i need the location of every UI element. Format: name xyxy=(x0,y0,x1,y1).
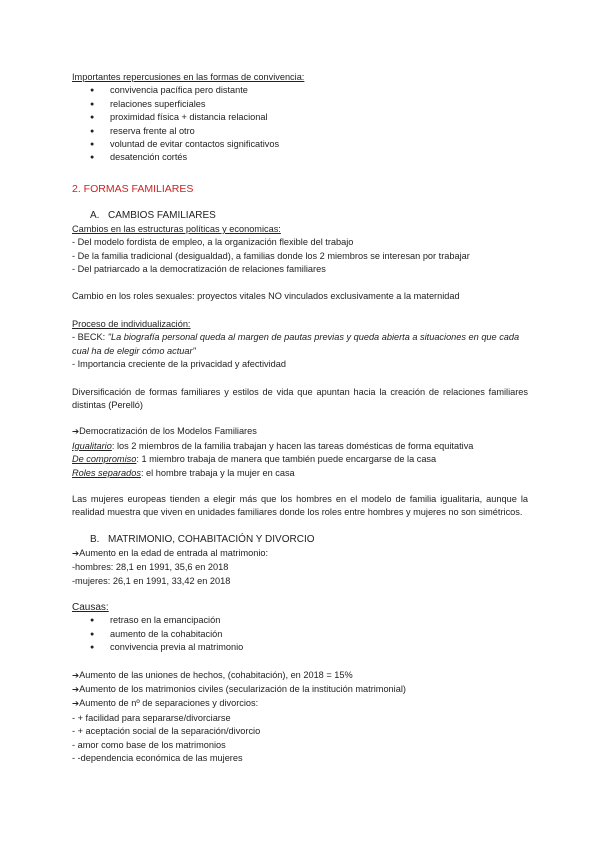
causas-list xyxy=(72,614,528,654)
unions-text: Aumento de las uniones de hechos, (cohabitación), en 2018 = 15% xyxy=(79,669,353,680)
diversification-paragraph: Diversificación de formas familiares y estilos de vida que apuntan hacia la creación de relaciones familiares distintas (Perelló) xyxy=(72,386,528,410)
list-item: ● reserva frente al otro xyxy=(72,125,528,138)
text-line: - Del modelo fordista de empleo, a la organización flexible del trabajo xyxy=(72,237,354,248)
text-line: - + facilidad para separarse/divorciarse xyxy=(72,712,231,723)
civil-line xyxy=(72,683,528,697)
text-line: - De la familia tradicional (desigualdad), a familias donde los 2 miembros se interesan por trabajar xyxy=(72,250,470,261)
list-item: ● relaciones superficiales xyxy=(72,98,528,111)
european-paragraph: Las mujeres europeas tienden a elegir más que los hombres en el modelo de familia igualitaria, aunque la realidad muestra que viven en unidades familiares donde los roles entre hombres y mujeres no son simétricos. xyxy=(72,493,528,518)
model-term: Igualitario xyxy=(72,440,112,451)
individualizacion-heading: Proceso de individualización: xyxy=(72,318,191,329)
causas-heading: Causas: xyxy=(72,601,109,613)
convivencia-heading: Importantes repercusiones en las formas de convivencia: xyxy=(72,72,305,82)
text-line: - + aceptación social de la separación/divorcio xyxy=(72,726,261,737)
list-item: ● convivencia pacífica pero distante xyxy=(72,84,528,97)
model-desc: : 1 miembro trabaja de manera que también puede encargarse de la casa xyxy=(136,454,437,465)
model-term: Roles separados xyxy=(72,467,141,478)
beck-prefix: - BECK: xyxy=(72,332,108,343)
list-item: ● voluntad de evitar contactos significativos xyxy=(72,138,528,151)
women-line: -mujeres: 26,1 en 1991, 33,42 en 2018 xyxy=(72,575,231,586)
model-term: De compromiso xyxy=(72,454,137,465)
separations-text: Aumento de nº de separaciones y divorcios: xyxy=(79,698,259,709)
arrow-icon: ➔ xyxy=(72,699,80,710)
separations-line xyxy=(72,697,528,711)
list-item: ● convivencia previa al matrimonio xyxy=(72,641,528,654)
subsection-title-a xyxy=(72,209,528,223)
subsection-letter: B. xyxy=(90,533,100,545)
subsection-letter: A. xyxy=(90,209,100,221)
document-page xyxy=(72,71,528,765)
democratizacion-text: Democratización de los Modelos Familiares xyxy=(79,426,257,437)
civil-text: Aumento de los matrimonios civiles (secularización de la institución matrimonial) xyxy=(79,684,406,694)
arrow-icon: ➔ xyxy=(72,548,80,559)
list-item: ● proximidad física + distancia relacional xyxy=(72,111,528,124)
subsection-title-b xyxy=(72,533,528,547)
arrow-icon: ➔ xyxy=(72,670,80,681)
model-line xyxy=(72,440,528,453)
model-desc: : el hombre trabaja y la mujer en casa xyxy=(140,467,295,478)
convivencia-list xyxy=(72,84,528,164)
model-desc: : los 2 miembros de la familia trabajan y hacen las tareas domésticas de forma equitativa xyxy=(111,440,474,451)
age-heading xyxy=(72,547,528,561)
arrow-icon: ➔ xyxy=(72,685,80,695)
democratizacion-heading xyxy=(72,425,528,439)
text-line: - -dependencia económica de las mujeres xyxy=(72,753,243,764)
subsection-title-text: MATRIMONIO, COHABITACIÓN Y DIVORCIO xyxy=(108,533,315,545)
privacy-line: - Importancia creciente de la privacidad y afectividad xyxy=(72,359,286,370)
roles-paragraph: Cambio en los roles sexuales: proyectos vitales NO vinculados exclusivamente a la maternidad xyxy=(72,291,460,302)
model-line xyxy=(72,453,528,466)
list-item: ● desatención cortés xyxy=(72,151,528,164)
unions-line xyxy=(72,669,528,683)
beck-paragraph xyxy=(72,331,528,358)
model-line xyxy=(72,467,528,480)
arrow-icon: ➔ xyxy=(72,427,80,438)
subsection-title-text: CAMBIOS FAMILIARES xyxy=(108,209,216,221)
list-item: ● aumento de la cohabitación xyxy=(72,628,528,641)
text-line: - amor como base de los matrimonios xyxy=(72,739,226,750)
beck-quote: "La biografía personal queda al margen de pautas previas y queda abierta a situaciones en que cada cual ha de elegir cómo actuar" xyxy=(72,332,520,356)
estructuras-heading: Cambios en las estructuras políticas y economicas: xyxy=(72,223,281,234)
list-item: ● retraso en la emancipación xyxy=(72,614,528,627)
men-line: -hombres: 28,1 en 1991, 35,6 en 2018 xyxy=(72,562,229,573)
text-line: - Del patriarcado a la democratización de relaciones familiares xyxy=(72,264,326,275)
section-title-formas-familiares: 2. FORMAS FAMILIARES xyxy=(72,182,194,195)
age-text: Aumento en la edad de entrada al matrimonio: xyxy=(79,547,269,558)
